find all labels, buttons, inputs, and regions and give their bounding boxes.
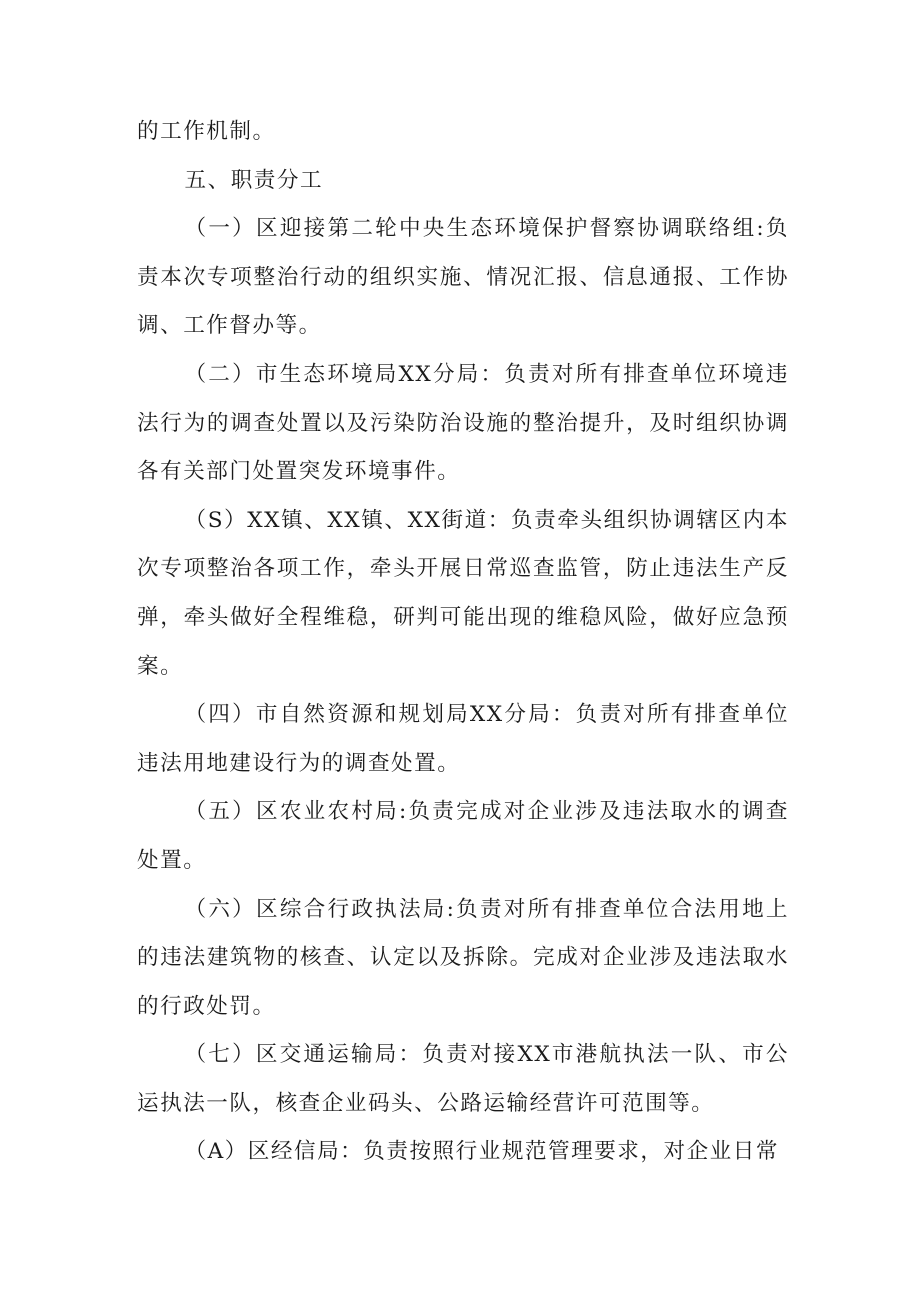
paragraph-item-5: （五）区农业农村局:负责完成对企业涉及违法取水的调查处置。 bbox=[137, 799, 789, 873]
document-body bbox=[137, 108, 789, 1177]
paragraph-item-1: （一）区迎接第二轮中央生态环境保护督察协调联络组:负责本次专项整治行动的组织实施、情况汇报、信息通报、工作协调、工作督办等。 bbox=[137, 216, 789, 339]
paragraph-item-4: （四）市自然资源和规划局XX分局：负责对所有排查单位违法用地建设行为的调查处置。 bbox=[137, 702, 789, 776]
paragraph-item-7: （七）区交通运输局：负责对接XX市港航执法一队、市公运执法一队，核查企业码头、公路运输经营许可范围等。 bbox=[137, 1042, 789, 1116]
paragraph-item-6: （六）区综合行政执法局:负责对所有排查单位合法用地上的违法建筑物的核查、认定以及拆除。完成对企业涉及违法取水的行政处罚。 bbox=[137, 896, 789, 1019]
section-heading-duties: 五、职责分工 bbox=[184, 167, 324, 193]
paragraph-continuation: 的工作机制。 bbox=[137, 119, 276, 144]
paragraph-item-8: （A）区经信局：负责按照行业规范管理要求，对企业日常 bbox=[184, 1139, 779, 1165]
paragraph-item-3: （S）XX镇、XX镇、XX街道：负责牵头组织协调辖区内本次专项整治各项工作，牵头开展日常巡查监管，防止违法生产反弹，牵头做好全程维稳，研判可能出现的维稳风险，做好应急预案。 bbox=[137, 507, 789, 679]
paragraph-item-2: （二）市生态环境局XX分局：负责对所有排查单位环境违法行为的调查处置以及污染防治设施的整治提升，及时组织协调各有关部门处置突发环境事件。 bbox=[137, 361, 789, 485]
